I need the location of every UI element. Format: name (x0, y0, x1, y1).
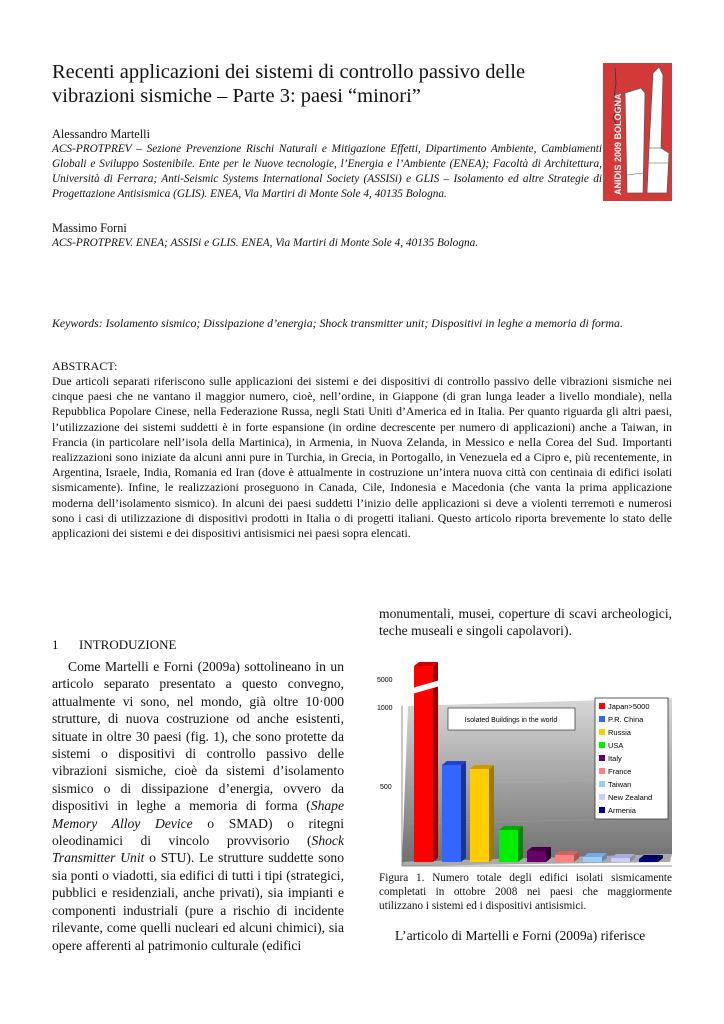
body-paragraph (379, 927, 672, 944)
text-run-italic: Shape Memory Alloy Device (52, 798, 344, 831)
svg-text:P.R. China: P.R. China (608, 715, 644, 724)
author-affiliation: ACS-PROTPREV – Sezione Prevenzione Rischi Naturali e Mitigazione Effetti, Dipartimento Ambiente, Cambiamenti Globali e Sviluppo Sostenibile. Ente per le Nuove tecnologie, l’Energia e l’Ambiente (ENEA); Facoltà di Architettura, Università di Ferrara; Anti-Seismic Systems International Society (ASSISi) e GLIS – Isolamento ed altre Strategie di Progettazione Antisismica (GLIS). ENEA, Via Martiri di Monte Sole 4, 40135 Bologna. (52, 143, 602, 200)
svg-text:Armenia: Armenia (608, 806, 636, 815)
bar-chart (372, 658, 678, 868)
bar-usa (499, 826, 523, 862)
bar-russia (470, 765, 494, 862)
section-heading (52, 636, 176, 653)
author-affiliation: ACS-PROTPREV. ENEA; ASSISi e GLIS. ENEA, Via Martiri di Monte Sole 4, 40135 Bologna. (52, 237, 479, 249)
svg-text:Taiwan: Taiwan (608, 780, 632, 789)
section-number: 1 (52, 637, 59, 652)
section-title: INTRODUZIONE (79, 637, 177, 652)
text-run-italic: Shock Transmitter Unit (52, 833, 344, 866)
intro-paragraph-continued: monumentali, musei, coperture di scavi archeologici, teche museali e singoli capolavori). (379, 606, 672, 639)
bar-france (555, 851, 579, 862)
intro-paragraph (52, 658, 344, 954)
keywords: Keywords: Isolamento sismico; Dissipazione d’energia; Shock transmitter unit; Dispositivi in leghe a memoria di forma. (52, 316, 623, 330)
chart-title: Isolated Buildings in the world (464, 717, 558, 724)
text-run: o SMAD) o ritegni oleodinamici di vincolo provvisorio ( (52, 815, 345, 849)
svg-text:500: 500 (380, 784, 392, 791)
author-name: Massimo Forni (52, 221, 127, 235)
text-run: Come Martelli e Forni (2009a) sottolineano in un articolo separato presentato a questo convegno, attualmente vi sono, nel mondo, già oltre 10·000 strutture, di nuova costruzione od anche esistenti, situate in oltre 30 paesi (fig. 1), che sono protette da sistemi o dispositivi di controllo passivo delle vibrazioni sismiche, cioè da sistemi d’isolamento sismico o di dissipazione d’energia, ovvero da dispositivi in leghe a memoria di forma ( (52, 659, 344, 814)
svg-text:Japan>5000: Japan>5000 (608, 702, 650, 711)
svg-text:5000: 5000 (377, 677, 393, 684)
author-name: Alessandro Martelli (52, 127, 151, 141)
conference-logo (603, 63, 672, 201)
svg-text:Russia: Russia (608, 728, 631, 737)
text-run: o STU). Le strutture suddette sono sia ponti o viadotti, sia edifici di tutti i tipi (strategici, pubblici e residenziali, anche privati), sia impianti e componenti industriali (pure a rischio di incidente rilevante, come quelli nucleari ed alcuni chimici), sia opere afferenti al patrimonio culturale (edifici (52, 850, 344, 953)
abstract-body: Due articoli separati riferiscono sulle applicazioni dei sistemi e dei dispositivi di controllo passivo delle vibrazioni sismiche nei cinque paesi che ne vantano il maggior numero, cioè, nell’ordine, in Giappone (di gran lunga leader a livello mondiale), nella Repubblica Popolare Cinese, nella Federazione Russa, negli Stati Uniti d’America ed in Italia. Per quanto riguarda gli altri paesi, l’utilizzazione dei sistemi suddetti è in forte espansione (in ordine decrescente per numero di applicazioni) anche a Taiwan, in Francia (in particolare nell’isola della Martinica), in Armenia, in Nuova Zelanda, in Messico e nella Corea del Sud. Importanti realizzazioni sono iniziate da alcuni anni pure in Turchia, in Grecia, in Portogallo, in Venezuela ed a Cipro e, più recentemente, in Argentina, Israele, India, Romania ed Iran (dove è attualmente in costruzione un’intera nuova città con centinaia di edifici isolati sismicamente). Infine, le realizzazioni proseguono in Canada, Cile, Indonesia e Macedonia (che vanta la prima applicazione moderna dell’isolamento sismico). In alcuni dei paesi suddetti l’inizio delle applicazioni si deve a violenti terremoti e numerosi sono i casi di utilizzazione di dispositivi prodotti in Italia o di progetti italiani. Questo articolo riporta brevemente lo stato delle applicazioni dei sistemi e dei dispositivi antisismici nei paesi sopra elencati. (52, 374, 672, 541)
bar-italy (527, 847, 551, 862)
bar-new-zealand (611, 854, 635, 862)
paper-title: Recenti applicazioni dei sistemi di controllo passivo delle vibrazioni sismiche – Parte 3: paesi “minori” (52, 61, 526, 107)
text-run: L’articolo di Martelli e Forni (2009a) riferisce (395, 928, 646, 943)
towers-icon (603, 63, 672, 201)
bar-china (442, 761, 466, 862)
svg-text:Italy: Italy (608, 754, 622, 763)
svg-text:USA: USA (608, 741, 624, 750)
bar-japan (412, 662, 440, 862)
svg-text:1000: 1000 (377, 705, 393, 712)
svg-text:New Zealand: New Zealand (608, 793, 653, 802)
svg-text:France: France (608, 767, 632, 776)
bar-taiwan (583, 853, 607, 862)
abstract-heading: ABSTRACT: (52, 359, 118, 373)
figure-caption: Figura 1. Numero totale degli edifici isolati sismicamente completati in ottobre 2008 nei paesi che maggiormente utilizzano i sistemi ed i dispositivi antisismici. (379, 872, 672, 912)
svg-text:ANIDIS 2009 BOLOGNA: ANIDIS 2009 BOLOGNA (613, 93, 623, 195)
